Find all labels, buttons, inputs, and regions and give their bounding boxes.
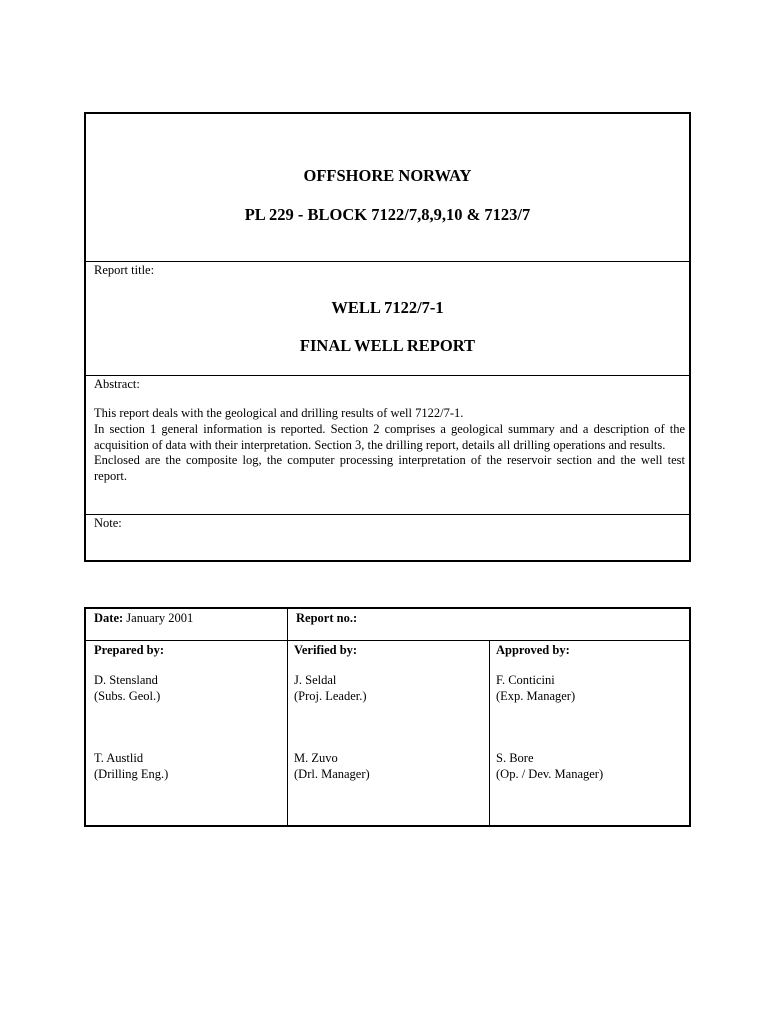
- person-role: (Exp. Manager): [496, 688, 576, 703]
- column-divider: [489, 640, 490, 825]
- report-title-label: Report title:: [94, 263, 155, 277]
- prepared-by-person: [94, 751, 168, 782]
- well-name: WELL 7122/7-1: [331, 298, 444, 317]
- prepared-by-heading: Prepared by:: [94, 643, 165, 657]
- person-role: (Drl. Manager): [294, 766, 370, 781]
- person-role: (Drilling Eng.): [94, 766, 169, 781]
- header-line-1: OFFSHORE NORWAY: [303, 166, 472, 185]
- person-name: T. Austlid: [94, 751, 144, 765]
- note-label: Note:: [94, 516, 122, 530]
- person-name: D. Stensland: [94, 673, 158, 687]
- abstract-section: [86, 375, 689, 515]
- person-role: (Op. / Dev. Manager): [496, 766, 604, 781]
- header-section: [86, 114, 689, 262]
- approved-by-person: [496, 673, 575, 704]
- abstract-text: [94, 406, 685, 485]
- note-section: [86, 514, 689, 560]
- abstract-label: Abstract:: [94, 377, 140, 391]
- abstract-paragraph: This report deals with the geological and drilling results of well 7122/7-1.: [94, 406, 464, 420]
- report-title-section: [86, 261, 689, 376]
- title-block: [84, 112, 691, 562]
- signoff-table: [84, 607, 691, 827]
- abstract-paragraph: In section 1 general information is reported. Section 2 comprises a geological summary and a description of the acquisition of data with their interpretation. Section 3, the drilling report, details all drilling operations and results.: [94, 421, 685, 452]
- header-line-2: PL 229 - BLOCK 7122/7,8,9,10 & 7123/7: [244, 205, 531, 224]
- date-cell: [94, 611, 193, 627]
- person-name: S. Bore: [496, 751, 534, 765]
- date-row: [86, 609, 689, 641]
- date-value: January 2001: [126, 611, 194, 625]
- approved-by-heading: Approved by:: [496, 643, 570, 657]
- person-name: J. Seldal: [294, 673, 337, 687]
- prepared-by-person: [94, 673, 160, 704]
- person-role: (Subs. Geol.): [94, 688, 161, 703]
- column-divider: [287, 609, 288, 825]
- verified-by-person: [294, 751, 370, 782]
- abstract-paragraph: Enclosed are the composite log, the computer processing interpretation of the reservoir section and the well test report.: [94, 453, 685, 484]
- person-name: M. Zuvo: [294, 751, 338, 765]
- date-label: Date:: [94, 611, 124, 625]
- verified-by-heading: Verified by:: [294, 643, 358, 657]
- person-role: (Proj. Leader.): [294, 688, 367, 703]
- person-name: F. Conticini: [496, 673, 555, 687]
- report-no-label: Report no.:: [296, 611, 358, 625]
- approved-by-person: [496, 751, 603, 782]
- report-type: FINAL WELL REPORT: [299, 336, 476, 355]
- verified-by-person: [294, 673, 367, 704]
